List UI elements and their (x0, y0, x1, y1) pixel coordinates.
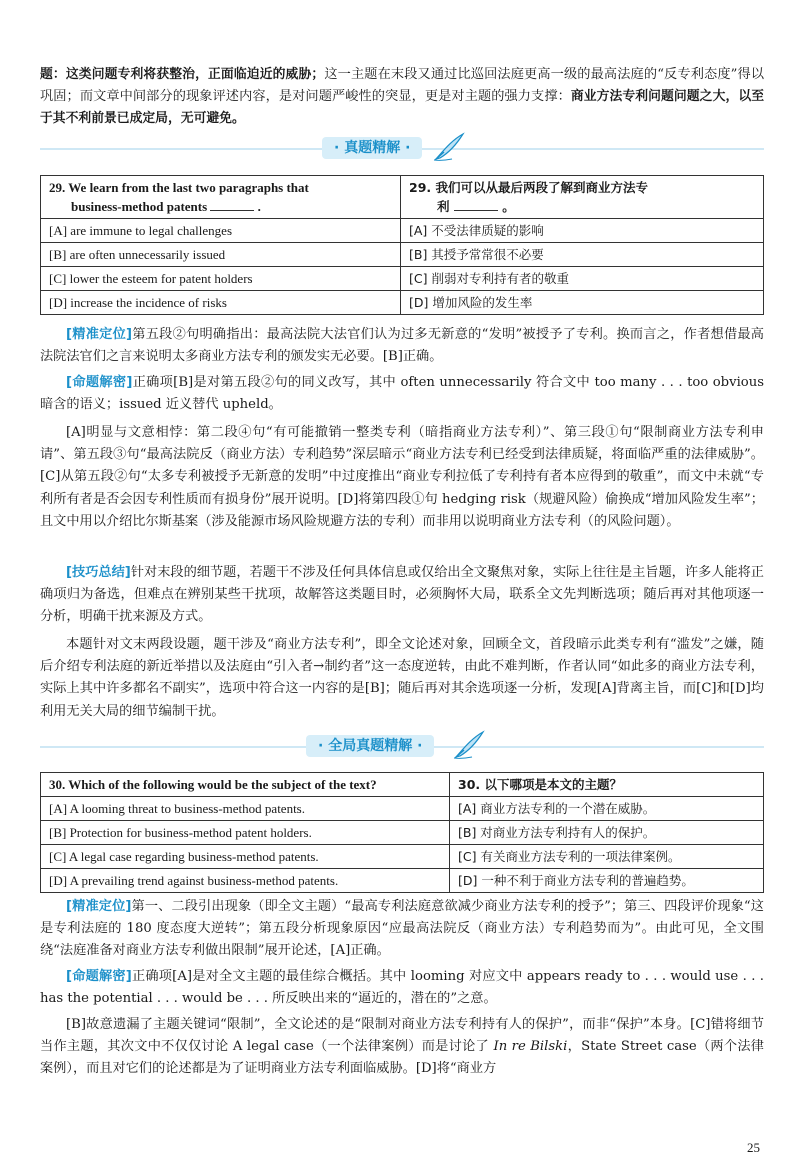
option-en: [A] are immune to legal challenges (41, 219, 401, 243)
a30-distractor-paragraph (40, 1014, 764, 1081)
question-29-table (40, 175, 764, 315)
answer-blank (454, 198, 498, 211)
a30-distractor-text-a: [B]故意遗漏了主题关键词“限制”，全文论述的是“限制对商业方法专利持有人的保护”，而非“保护”本身。[C]错将细节当作主题，其次文中不仅仅讨论 A legal case（一个法律案例）而是讨论了 (40, 1017, 764, 1055)
a29-decode-text: 正确项[B]是对第五段②句的同义改写，其中 often unnecessarily 符合文中 too many . . . too obvious 暗含的语义；issued 近义替代 upheld。 (40, 375, 764, 413)
a30-location-text: 第一、二段引出现象（即全文主题）“最高专利法庭意欲减少商业方法专利的授予”；第三、四段评价现象“这是专利法庭的 180 度态度大逆转”；第五段分析现象原因“应最高法院反（商业方法）专利趋势而为”。由此可见，全文围绕“法庭准备对商业方法专利做出限制”展开论述，[A]正确。 (40, 899, 764, 959)
option-en: [C] A legal case regarding business-method patents. (41, 845, 450, 869)
option-row (41, 845, 764, 869)
option-en: [B] Protection for business-method patent holders. (41, 821, 450, 845)
question-29-cn-stem (401, 176, 764, 219)
option-row (41, 797, 764, 821)
option-row (41, 219, 764, 243)
question-30-header (41, 773, 764, 797)
q29-en-line2-text: business-method patents (71, 199, 208, 214)
banner-label: · 真题精解 · (322, 137, 422, 159)
question-30-en-stem: 30. Which of the following would be the subject of the text? (41, 773, 450, 797)
a29-analysis-paragraph: 本题针对文末两段设题，题干涉及“商业方法专利”，即全文论述对象，回顾全文，首段暗示此类专利有“滥发”之嫌，随后介绍专利法庭的新近举措以及法庭由“引入者→制约者”这一态度逆转，由此不难判断，作者认同“如此多的商业方法专利，实际上其中许多都名不副实”，选项中符合这一内容的是[B]；随后再对其余选项逐一分析，发现[A]背离主旨，而[C]和[D]均利用无关大局的细节编制干扰。 (40, 637, 764, 719)
tag-question-decode: [命题解密] (66, 375, 133, 390)
tag-question-decode: [命题解密] (66, 969, 132, 984)
tag-skill-summary: [技巧总结] (66, 565, 131, 580)
q29-en-line2: business-method patents . (71, 199, 261, 214)
intro-paragraph (40, 64, 764, 131)
q29-cn-line1: 29. 我们可以从最后两段了解到商业方法专 (409, 180, 648, 195)
a30-decode-paragraph (40, 966, 764, 1010)
banner-true-question (0, 134, 800, 164)
option-cn: [D] 增加风险的发生率 (401, 291, 764, 315)
banner-global-question (0, 732, 800, 762)
option-cn: [D] 一种不利于商业方法专利的普遍趋势。 (450, 869, 764, 893)
option-en: [D] A prevailing trend against business-method patents. (41, 869, 450, 893)
option-row (41, 869, 764, 893)
q29-en-line1: 29. We learn from the last two paragraphs that (49, 180, 309, 195)
question-30-cn-stem: 30. 以下哪项是本文的主题？ (450, 773, 764, 797)
quill-icon (452, 730, 486, 760)
answer-blank (210, 198, 254, 211)
option-cn: [B] 对商业方法专利持有人的保护。 (450, 821, 764, 845)
a30-distractor-text-b: ，State Street case（两个法律案例），而且对它们的论述都是为了证明商业方法专利面临威胁。[D]将“商业方 (40, 1039, 764, 1077)
question-29-header (41, 176, 764, 219)
option-en: [C] lower the esteem for patent holders (41, 267, 401, 291)
option-cn: [A] 不受法律质疑的影响 (401, 219, 764, 243)
question-29-en-stem (41, 176, 401, 219)
tag-precise-location: [精准定位] (66, 327, 133, 342)
option-en: [A] A looming threat to business-method patents. (41, 797, 450, 821)
option-cn: [A] 商业方法专利的一个潜在威胁。 (450, 797, 764, 821)
option-cn: [C] 削弱对专利持有者的敬重 (401, 267, 764, 291)
intro-bold-end: 商业方法专利问题问题之大，以至于其不利前景已成定局，无可避免。 (40, 89, 765, 127)
a29-distractor-paragraph: [A]明显与文意相悖：第二段④句“有可能撤销一整类专利（暗指商业方法专利）”、第三段①句“限制商业方法专利申请”、第五段③句“最高法院反（商业方法）专利趋势”深层暗示“商业方法专利已经受到法律质疑，将面临严重的法律威胁”。[C]从第五段②句“太多专利被授予无新意的发明”中过度推出“商业专利拉低了专利持有者本应得到的敬重”，而文中未就“专利所有者是否会因专利性质而有损身份”展开说明。[D]将第四段①句 hedging risk（规避风险）偷换成“增加风险发生率”；且文中用以介绍比尔斯基案（涉及能源市场风险规避方法的专利）而非用以说明商业方法专利（的风险问题）。 (40, 425, 764, 529)
a29-location-text: 第五段②句明确指出：最高法院大法官们认为过多无新意的“发明”被授予了专利。换而言之，作者想借最高法院法官们之言来说明太多商业方法专利的颁发实无必要。[B]正确。 (40, 327, 764, 365)
q29-cn-line2-text: 利 (437, 199, 450, 214)
option-row (41, 267, 764, 291)
banner-label: · 全局真题精解 · (306, 735, 434, 757)
option-en: [D] increase the incidence of risks (41, 291, 401, 315)
a29-skill-text: 针对末段的细节题，若题干不涉及任何具体信息或仅给出全文聚焦对象，实际上往往是主旨题，许多人能将正确项归为备选，但难点在辨别某些干扰项，故解答这类题目时，必须胸怀大局，联系全文先判断选项；随后再对其他项逐一分析，明确干扰来源及方式。 (40, 565, 764, 625)
a29-skill-paragraph (40, 562, 764, 629)
quill-icon (432, 132, 466, 162)
intro-bold-start: 题：这类问题专利将获整治，正面临迫近的威胁； (40, 67, 325, 82)
option-row (41, 291, 764, 315)
option-cn: [C] 有关商业方法专利的一项法律案例。 (450, 845, 764, 869)
q29-cn-line2: 利 。 (437, 199, 515, 214)
option-row (41, 243, 764, 267)
a29-decode-paragraph (40, 372, 764, 416)
a30-decode-text: 正确项[A]是对全文主题的最佳综合概括。其中 looming 对应文中 appears ready to . . . would use . . . has the potential . . . would be . . . 所反映出来的“逼近的，潜在的”之意。 (40, 969, 764, 1007)
question-30-table (40, 772, 764, 893)
a30-location-paragraph (40, 896, 764, 963)
page-number: 25 (747, 1140, 760, 1155)
option-cn: [B] 其授予常常很不必要 (401, 243, 764, 267)
a29-location-paragraph (40, 324, 764, 368)
option-row (41, 821, 764, 845)
intro-text: 这一主题在末段又通过比巡回法庭更高一级的最高法庭的“反专利态度”得以巩固；而文章中间部分的现象评述内容，是对问题严峻性的突显，更是对主题的强力支撑： (40, 67, 765, 105)
case-name-italic: In re Bilski (493, 1039, 568, 1055)
option-en: [B] are often unnecessarily issued (41, 243, 401, 267)
tag-precise-location: [精准定位] (66, 899, 132, 914)
